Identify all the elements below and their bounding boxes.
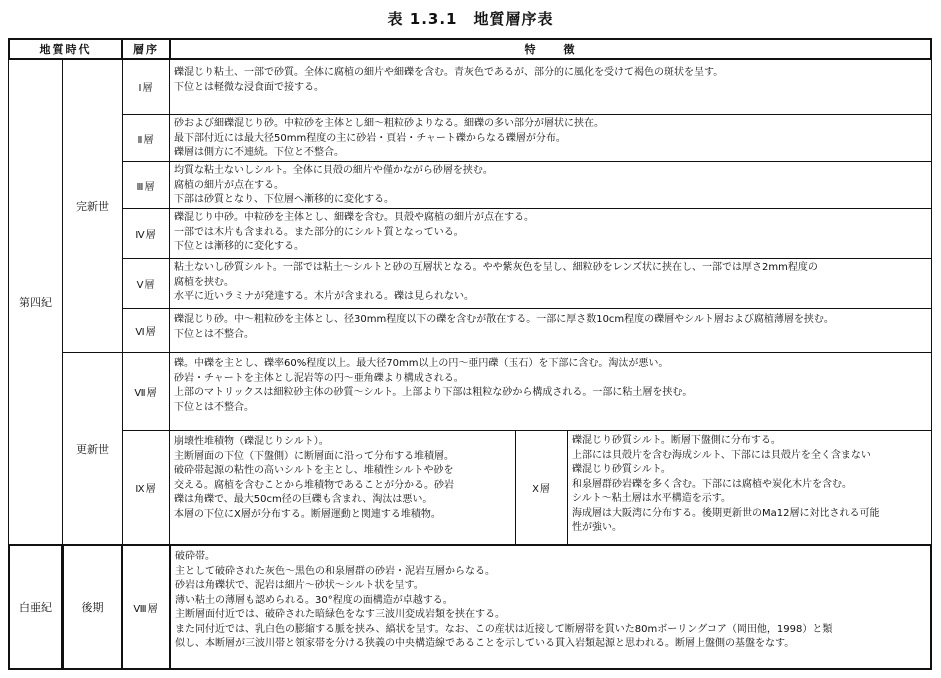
era-cretaceous: 白亜紀 [8, 544, 63, 670]
header-period: 地質時代 [8, 38, 123, 60]
description-line: 腐植の細片が点在する。 [174, 179, 284, 191]
layer-label: Ⅹ層 [515, 430, 568, 545]
description-line: 砂岩・チャートを主体とし泥岩等の円～亜角礫より構成される。 [174, 372, 464, 384]
description-line: 下位とは不整合。 [174, 328, 254, 340]
layer-label: Ⅳ層 [122, 208, 170, 259]
description-line: 礫混じり砂質シルト。断層下盤側に分布する。 [572, 435, 781, 446]
description-line: 礫混じり粘土、一部で砂質。全体に腐植の細片や細礫を含む。青灰色であるが、部分的に風化を受けて褐色の斑状を呈す。 [174, 67, 724, 78]
description-line: 交える。腐植を含むことから堆積物であることが分かる。砂岩 [174, 479, 454, 491]
description-line: 礫は角礫で、最大50cm径の巨礫も含まれ、淘汰は悪い。 [174, 494, 433, 505]
epoch-late: 後期 [62, 544, 123, 670]
layer-description [169, 544, 932, 670]
description-line: 礫。中礫を主とし、礫率60%程度以上。最大径70mm以上の円～亜円礫（玉石）を下部に含む。淘汰が悪い。 [174, 358, 669, 369]
layer-description [169, 59, 932, 115]
description-line: 海成層は大阪湾に分布する。後期更新世のMa12層に対比される可能 [572, 507, 880, 519]
description-line: 和泉層群砂岩礫を多く含む。下部には腐植や炭化木片を含む。 [572, 478, 852, 490]
layer-label: Ⅵ層 [122, 308, 170, 353]
layer-label: Ⅱ層 [122, 114, 170, 162]
description-line: 似し、本断層が三波川帯と領家帯を分ける狭義の中央構造線であることを示している貫入岩類起源と思われる。断層上盤側の基盤をなす。 [175, 638, 795, 649]
description-line: 崩壊性堆積物（礫混じりシルト）。 [174, 436, 329, 447]
layer-label: Ⅲ層 [122, 161, 170, 209]
epoch-holocene: 完新世 [62, 59, 123, 353]
description-line: 腐植を挟む。 [174, 276, 234, 288]
description-line: 下位とは漸移的に変化する。 [174, 241, 304, 252]
description-line: 粘土ないし砂質シルト。一部では粘土～シルトと砂の互層状となる。やや紫灰色を呈し、細粒砂をレンズ状に挟在し、一部では厚さ2mm程度の [174, 262, 818, 273]
description-line: 礫混じり中砂。中粒砂を主体とし、細礫を含む。貝殻や腐植の細片が点在する。 [174, 212, 534, 223]
description-line: 水平に近いラミナが発達する。木片が含まれる。礫は見られない。 [174, 291, 474, 302]
description-line: 性が強い。 [572, 522, 622, 533]
layer-description [169, 352, 932, 431]
description-line: シルト～粘土層は水平構造を示す。 [572, 493, 731, 504]
layer-label: Ⅸ層 [122, 430, 170, 545]
description-line: 破砕帯。 [175, 551, 215, 562]
description-line: 砂岩は角礫状で、泥岩は細片～砂状～シルト状を呈す。 [175, 580, 424, 591]
description-line: 均質な粘土ないしシルト。全体に貝殻の細片や僅かながら砂層を挟む。 [174, 165, 493, 176]
era-quaternary: 第四紀 [8, 59, 63, 545]
layer-description [169, 161, 932, 209]
layer-description [169, 430, 516, 545]
layer-label: Ⅰ層 [122, 59, 170, 115]
description-line: 主として破砕された灰色～黒色の和泉層群の砂岩・泥岩互層からなる。 [175, 565, 495, 577]
description-line: 上部のマトリックスは細粒砂主体の砂質～シルト。上部より下部は粗粒な砂から構成される。一部に粘土層を挟む。 [174, 387, 693, 398]
epoch-pleistocene: 更新世 [62, 352, 123, 545]
header-features: 特 徴 [169, 38, 932, 60]
description-line: 礫混じり砂。中～粗粒砂を主体とし、径30mm程度以下の礫を含むが散在する。一部に厚さ数10cm程度の礫層やシルト層および腐植薄層を挟む。 [174, 314, 834, 325]
layer-description [169, 114, 932, 162]
description-line: 礫混じり砂質シルト。 [572, 464, 671, 475]
description-line: 一部では木片も含まれる。また部分的にシルト質となっている。 [174, 226, 464, 238]
description-line: 破砕帯起源の粘性の高いシルトを主とし、堆積性シルトや砂を [174, 465, 454, 476]
description-line: 主断層面付近では、破砕された暗緑色をなす三波川変成岩類を挟在する。 [175, 609, 505, 620]
description-line: また同付近では、乳白色の膨縮する脈を挟み、縞状を呈す。なお、この産状は近接して断層帯を貫いた80mボーリングコア（岡田他，1998）と類 [175, 623, 833, 635]
description-line: 主断層面の下位（下盤側）に断層面に沿って分布する堆積層。 [174, 450, 454, 462]
description-line: 砂および細礫混じり砂。中粒砂を主体とし細～粗粒砂よりなる。細礫の多い部分が層状に挟在。 [174, 118, 604, 129]
layer-description [169, 308, 932, 353]
description-line: 下位とは不整合。 [174, 401, 254, 413]
table-title: 表 1.3.1 地質層序表 [387, 10, 554, 28]
description-line: 薄い粘土の薄層も認められる。30°程度の面構造が卓越する。 [175, 594, 453, 606]
layer-label: Ⅴ層 [122, 258, 170, 309]
description-line: 本層の下位にⅩ層が分布する。断層運動と関連する堆積物。 [174, 508, 441, 520]
layer-label: Ⅷ層 [121, 544, 171, 670]
layer-label: Ⅶ層 [122, 352, 170, 431]
description-line: 礫層は側方に不連続。下位と不整合。 [174, 147, 344, 158]
layer-description [169, 258, 932, 309]
description-line: 下部は砂質となり、下位層へ漸移的に変化する。 [174, 194, 394, 205]
layer-description [169, 208, 932, 259]
description-line: 最下部付近には最大径50mm程度の主に砂岩・頁岩・チャート礫からなる礫層が分布。 [174, 132, 566, 144]
description-line: 下位とは軽微な浸食面で接する。 [174, 81, 324, 93]
description-line: 上部には貝殻片を含む海成シルト、下部には貝殻片を全く含まない [572, 449, 871, 461]
header-order: 層序 [121, 38, 171, 60]
layer-description [567, 430, 932, 545]
